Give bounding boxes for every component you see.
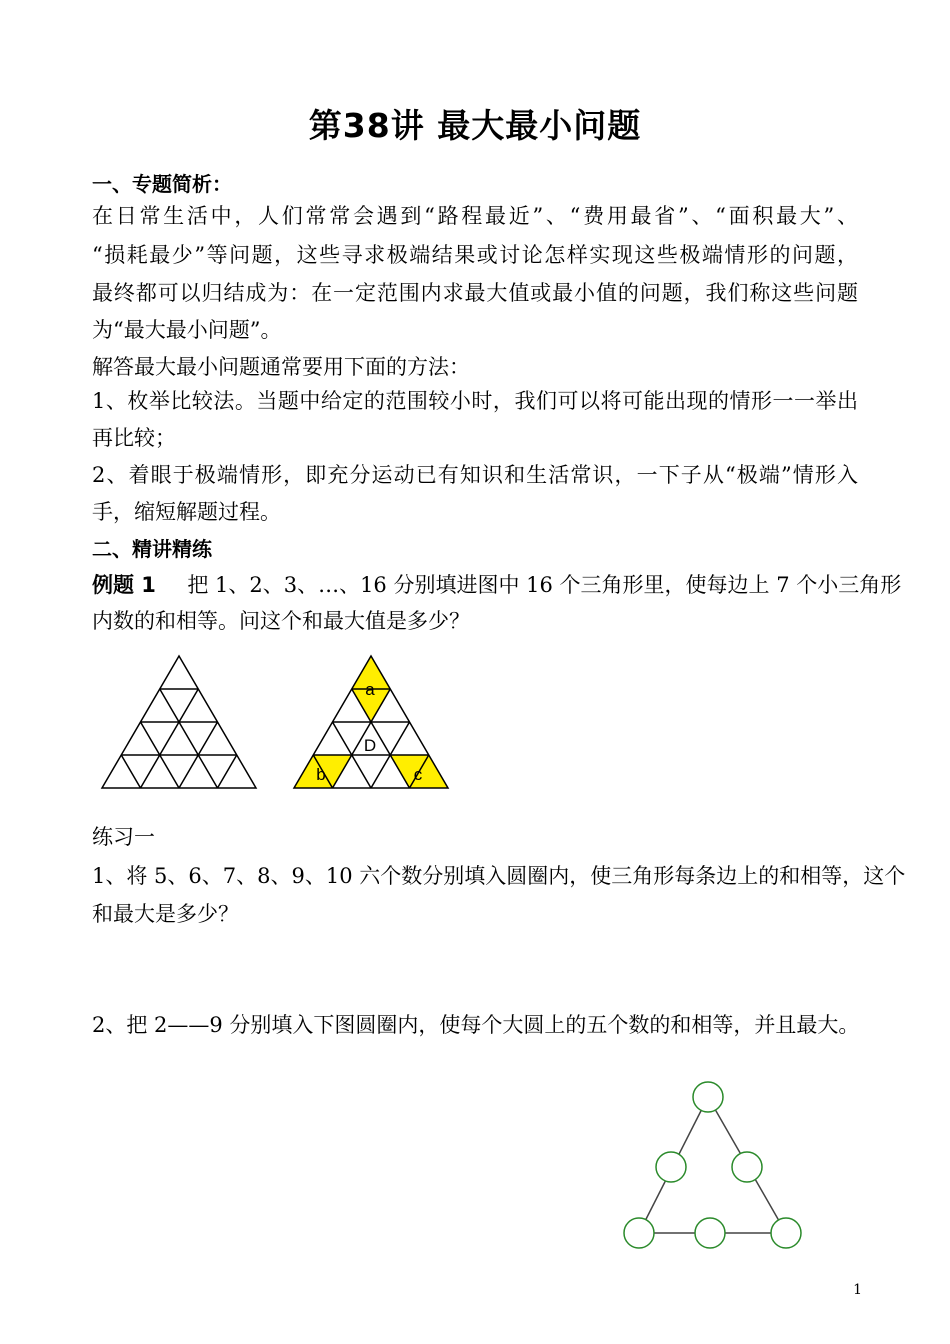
circle-top — [693, 1082, 723, 1112]
labeled-triangle-figure — [290, 652, 452, 794]
circle-mid-right — [732, 1152, 762, 1182]
label-b: b — [316, 765, 326, 784]
overview-line-2: “损耗最少”等问题，这些寻求极端结果或讨论怎样实现这些极端情形的问题， — [92, 243, 858, 267]
method-2-line-2: 手，缩短解题过程。 — [92, 500, 281, 524]
method-1-line-1: 1、枚举比较法。当题中给定的范围较小时，我们可以将可能出现的情形一一举出 — [92, 389, 858, 413]
section-heading-overview: 一、专题简析： — [92, 172, 232, 196]
section-heading-practice: 二、精讲精练 — [92, 537, 212, 561]
example-1-text: 把 1、2、3、…、16 分别填进图中 16 个三角形里，使每边上 7 个小三角形 — [187, 573, 902, 597]
circle-mid-left — [656, 1152, 686, 1182]
method-1-line-2: 再比较； — [92, 426, 176, 450]
circle-triangle-figure — [610, 1075, 820, 1260]
overview-line-1: 在日常生活中，人们常常会遇到“路程最近”、“费用最省”、“面积最大”、 — [92, 204, 858, 228]
label-a: a — [365, 680, 375, 699]
triangle-grid-figure — [98, 652, 260, 794]
overview-line-4: 为“最大最小问题”。 — [92, 318, 282, 342]
exercise-q1-line-2: 和最大是多少？ — [92, 902, 239, 926]
circle-bottom-right — [771, 1218, 801, 1248]
label-d: D — [363, 736, 377, 755]
example-1-line-2: 内数的和相等。问这个和最大值是多少？ — [92, 609, 470, 633]
example-1-line-1 — [92, 571, 902, 599]
page-title: 第38讲 最大最小问题 — [308, 106, 642, 145]
overview-line-3: 最终都可以归结成为：在一定范围内求最大值或最小值的问题，我们称这些问题 — [92, 281, 858, 305]
circle-bottom-left — [624, 1218, 654, 1248]
exercise-q2: 2、把 2——9 分别填入下图圆圈内，使每个大圆上的五个数的和相等，并且最大。 — [92, 1013, 860, 1037]
label-c: c — [413, 765, 423, 784]
circle-bottom-mid — [695, 1218, 725, 1248]
method-2-line-1: 2、着眼于极端情形，即充分运动已有知识和生活常识，一下子从“极端”情形入 — [92, 463, 858, 487]
example-label: 例题 1 — [92, 573, 156, 597]
page-number: 1 — [853, 1282, 862, 1298]
exercise-heading: 练习一 — [92, 825, 155, 849]
method-intro: 解答最大最小问题通常要用下面的方法： — [92, 355, 470, 379]
exercise-q1-line-1: 1、将 5、6、7、8、9、10 六个数分别填入圆圈内，使三角形每条边上的和相等，这个 — [92, 864, 906, 888]
